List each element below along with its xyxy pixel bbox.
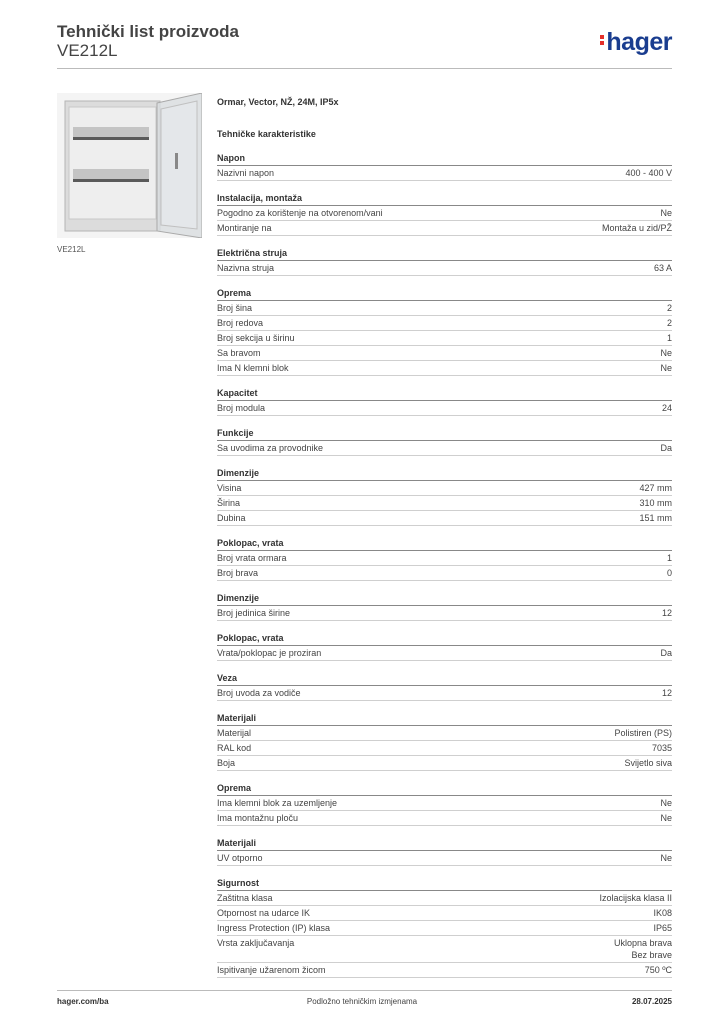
spec-value <box>639 497 672 509</box>
spec-row <box>217 346 672 361</box>
spec-value <box>667 332 672 344</box>
spec-section <box>217 387 672 416</box>
spec-value <box>660 852 672 864</box>
spec-content <box>217 95 672 978</box>
distribution-cabinet-image <box>57 93 202 238</box>
spec-value <box>662 607 672 619</box>
spec-value <box>599 892 672 904</box>
spec-section <box>217 287 672 376</box>
spec-row <box>217 686 672 701</box>
section-title: Dimenzije <box>217 592 672 606</box>
spec-label: Sa bravom <box>217 348 261 358</box>
spec-row <box>217 511 672 526</box>
spec-value <box>667 317 672 329</box>
spec-value-line: Da <box>660 648 672 658</box>
spec-value-line: Ne <box>660 813 672 823</box>
spec-label: Broj vrata ormara <box>217 553 287 563</box>
spec-value <box>660 442 672 454</box>
spec-value-line: Svijetlo siva <box>624 758 672 768</box>
spec-row <box>217 261 672 276</box>
spec-label: UV otporno <box>217 853 263 863</box>
spec-row <box>217 206 672 221</box>
spec-value <box>653 907 672 919</box>
spec-value-line: 310 mm <box>639 498 672 508</box>
spec-value-line: 750 ºC <box>644 965 672 975</box>
spec-value-line: 63 A <box>653 263 672 273</box>
spec-value <box>667 567 672 579</box>
spec-section <box>217 632 672 661</box>
hager-logo <box>600 28 672 57</box>
spec-label: Ima klemni blok za uzemljenje <box>217 798 338 808</box>
spec-label: Sa uvodima za provodnike <box>217 443 324 453</box>
spec-label: Pogodno za korištenje na otvorenom/vani <box>217 208 383 218</box>
spec-row <box>217 166 672 181</box>
section-title: Napon <box>217 152 672 166</box>
spec-value-line: IP65 <box>653 923 672 933</box>
spec-label: Broj sekcija u širinu <box>217 333 295 343</box>
spec-value-line: 151 mm <box>639 513 672 523</box>
section-title: Oprema <box>217 782 672 796</box>
image-caption: VE212L <box>57 245 86 254</box>
spec-row <box>217 496 672 511</box>
spec-row <box>217 606 672 621</box>
spec-value <box>602 222 672 234</box>
spec-label: Ima N klemni blok <box>217 363 289 373</box>
spec-value <box>652 742 672 754</box>
spec-section <box>217 712 672 771</box>
spec-label: Broj modula <box>217 403 266 413</box>
spec-section <box>217 247 672 276</box>
spec-label: Nazivni napon <box>217 168 275 178</box>
product-code: VE212L <box>57 41 118 60</box>
spec-section <box>217 192 672 236</box>
spec-row <box>217 301 672 316</box>
spec-row <box>217 481 672 496</box>
spec-value-line: Bez brave <box>631 950 672 960</box>
spec-row <box>217 921 672 936</box>
spec-label: Zaštitna klasa <box>217 893 273 903</box>
spec-section <box>217 877 672 978</box>
section-title: Veza <box>217 672 672 686</box>
spec-sections <box>217 152 672 978</box>
spec-value <box>660 812 672 824</box>
spec-value-line: Polistiren (PS) <box>614 728 672 738</box>
section-title: Električna struja <box>217 247 672 261</box>
spec-value <box>645 964 672 976</box>
spec-label: Broj uvoda za vodiče <box>217 688 301 698</box>
spec-row <box>217 361 672 376</box>
spec-row <box>217 566 672 581</box>
footer-website[interactable]: hager.com/ba <box>57 997 109 1006</box>
spec-row <box>217 441 672 456</box>
section-title: Poklopac, vrata <box>217 632 672 646</box>
spec-label: Dubina <box>217 513 246 523</box>
spec-value <box>662 402 672 414</box>
spec-label: Ima montažnu ploču <box>217 813 299 823</box>
spec-value <box>614 937 672 961</box>
spec-row <box>217 851 672 866</box>
spec-row <box>217 646 672 661</box>
spec-value-line: Montaža u zid/PŽ <box>601 223 672 233</box>
spec-label: Vrsta zaključavanja <box>217 938 295 948</box>
spec-value <box>639 482 672 494</box>
section-title: Kapacitet <box>217 387 672 401</box>
spec-label: Širina <box>217 498 241 508</box>
spec-value <box>653 922 672 934</box>
spec-value-line: Ne <box>660 208 672 218</box>
spec-row <box>217 963 672 978</box>
spec-value-line: 12 <box>661 608 672 618</box>
spec-value-line: 427 mm <box>639 483 672 493</box>
logo-text: hager <box>606 28 672 56</box>
spec-value-line: Uklopna brava <box>613 938 672 948</box>
spec-value <box>614 727 672 739</box>
spec-value-line: 12 <box>661 688 672 698</box>
product-name: Ormar, Vector, NŽ, 24M, IP5x <box>217 97 339 107</box>
header-divider <box>57 68 672 69</box>
spec-label: Materijal <box>217 728 252 738</box>
spec-value-line: 7035 <box>651 743 672 753</box>
spec-value-line: 1 <box>666 553 672 563</box>
spec-value-line: 2 <box>666 318 672 328</box>
spec-label: Broj redova <box>217 318 264 328</box>
section-title: Funkcije <box>217 427 672 441</box>
spec-value <box>654 262 672 274</box>
spec-label: Visina <box>217 483 242 493</box>
spec-value-line: 1 <box>666 333 672 343</box>
spec-row <box>217 316 672 331</box>
spec-value <box>660 347 672 359</box>
spec-value <box>667 302 672 314</box>
section-title: Poklopac, vrata <box>217 537 672 551</box>
spec-label: Broj brava <box>217 568 259 578</box>
spec-value <box>660 647 672 659</box>
spec-row <box>217 891 672 906</box>
section-title: Oprema <box>217 287 672 301</box>
spec-value-line: 2 <box>666 303 672 313</box>
spec-row <box>217 811 672 826</box>
spec-section <box>217 672 672 701</box>
tech-heading: Tehničke karakteristike <box>217 129 316 139</box>
page-title: Tehnički list proizvoda <box>57 22 239 41</box>
spec-section <box>217 427 672 456</box>
section-title: Instalacija, montaža <box>217 192 672 206</box>
spec-label: Ispitivanje užarenom žicom <box>217 965 326 975</box>
spec-row <box>217 756 672 771</box>
spec-value-line: IK08 <box>653 908 672 918</box>
spec-label: Otpornost na udarce IK <box>217 908 311 918</box>
spec-row <box>217 726 672 741</box>
spec-row <box>217 936 672 963</box>
spec-row <box>217 401 672 416</box>
spec-row <box>217 906 672 921</box>
spec-section <box>217 152 672 181</box>
footer-date: 28.07.2025 <box>631 997 672 1006</box>
spec-value <box>660 207 672 219</box>
spec-value-line: Da <box>660 443 672 453</box>
spec-value-line: 24 <box>661 403 672 413</box>
spec-section <box>217 782 672 826</box>
spec-value-line: 400 - 400 V <box>625 168 672 178</box>
spec-label: RAL kod <box>217 743 252 753</box>
section-title: Sigurnost <box>217 877 672 891</box>
spec-section <box>217 837 672 866</box>
spec-value <box>639 512 672 524</box>
spec-label: Broj jedinica širine <box>217 608 291 618</box>
spec-row <box>217 331 672 346</box>
spec-value-line: Ne <box>660 348 672 358</box>
section-title: Materijali <box>217 837 672 851</box>
spec-value <box>667 552 672 564</box>
spec-value-line: Ne <box>660 853 672 863</box>
footer-divider <box>57 990 672 991</box>
spec-section <box>217 467 672 526</box>
spec-label: Vrata/poklopac je proziran <box>217 648 322 658</box>
spec-section <box>217 592 672 621</box>
section-title: Materijali <box>217 712 672 726</box>
page-header <box>57 20 672 70</box>
spec-value <box>624 757 672 769</box>
spec-value <box>660 362 672 374</box>
logo-dots-icon <box>600 33 604 47</box>
spec-section <box>217 537 672 581</box>
section-title: Dimenzije <box>217 467 672 481</box>
spec-label: Broj šina <box>217 303 253 313</box>
spec-label: Nazivna struja <box>217 263 275 273</box>
spec-value <box>660 797 672 809</box>
footer-note: Podložno tehničkim izmjenama <box>306 997 418 1006</box>
spec-row <box>217 551 672 566</box>
spec-label: Ingress Protection (IP) klasa <box>217 923 331 933</box>
spec-value <box>662 687 672 699</box>
spec-value-line: Ne <box>660 798 672 808</box>
spec-row <box>217 796 672 811</box>
spec-value <box>625 167 672 179</box>
spec-row <box>217 221 672 236</box>
spec-value-line: 0 <box>666 568 672 578</box>
spec-value-line: Ne <box>660 363 672 373</box>
spec-label: Montiranje na <box>217 223 272 233</box>
spec-row <box>217 741 672 756</box>
spec-label: Boja <box>217 758 236 768</box>
spec-value-line: Izolacijska klasa II <box>599 893 672 903</box>
